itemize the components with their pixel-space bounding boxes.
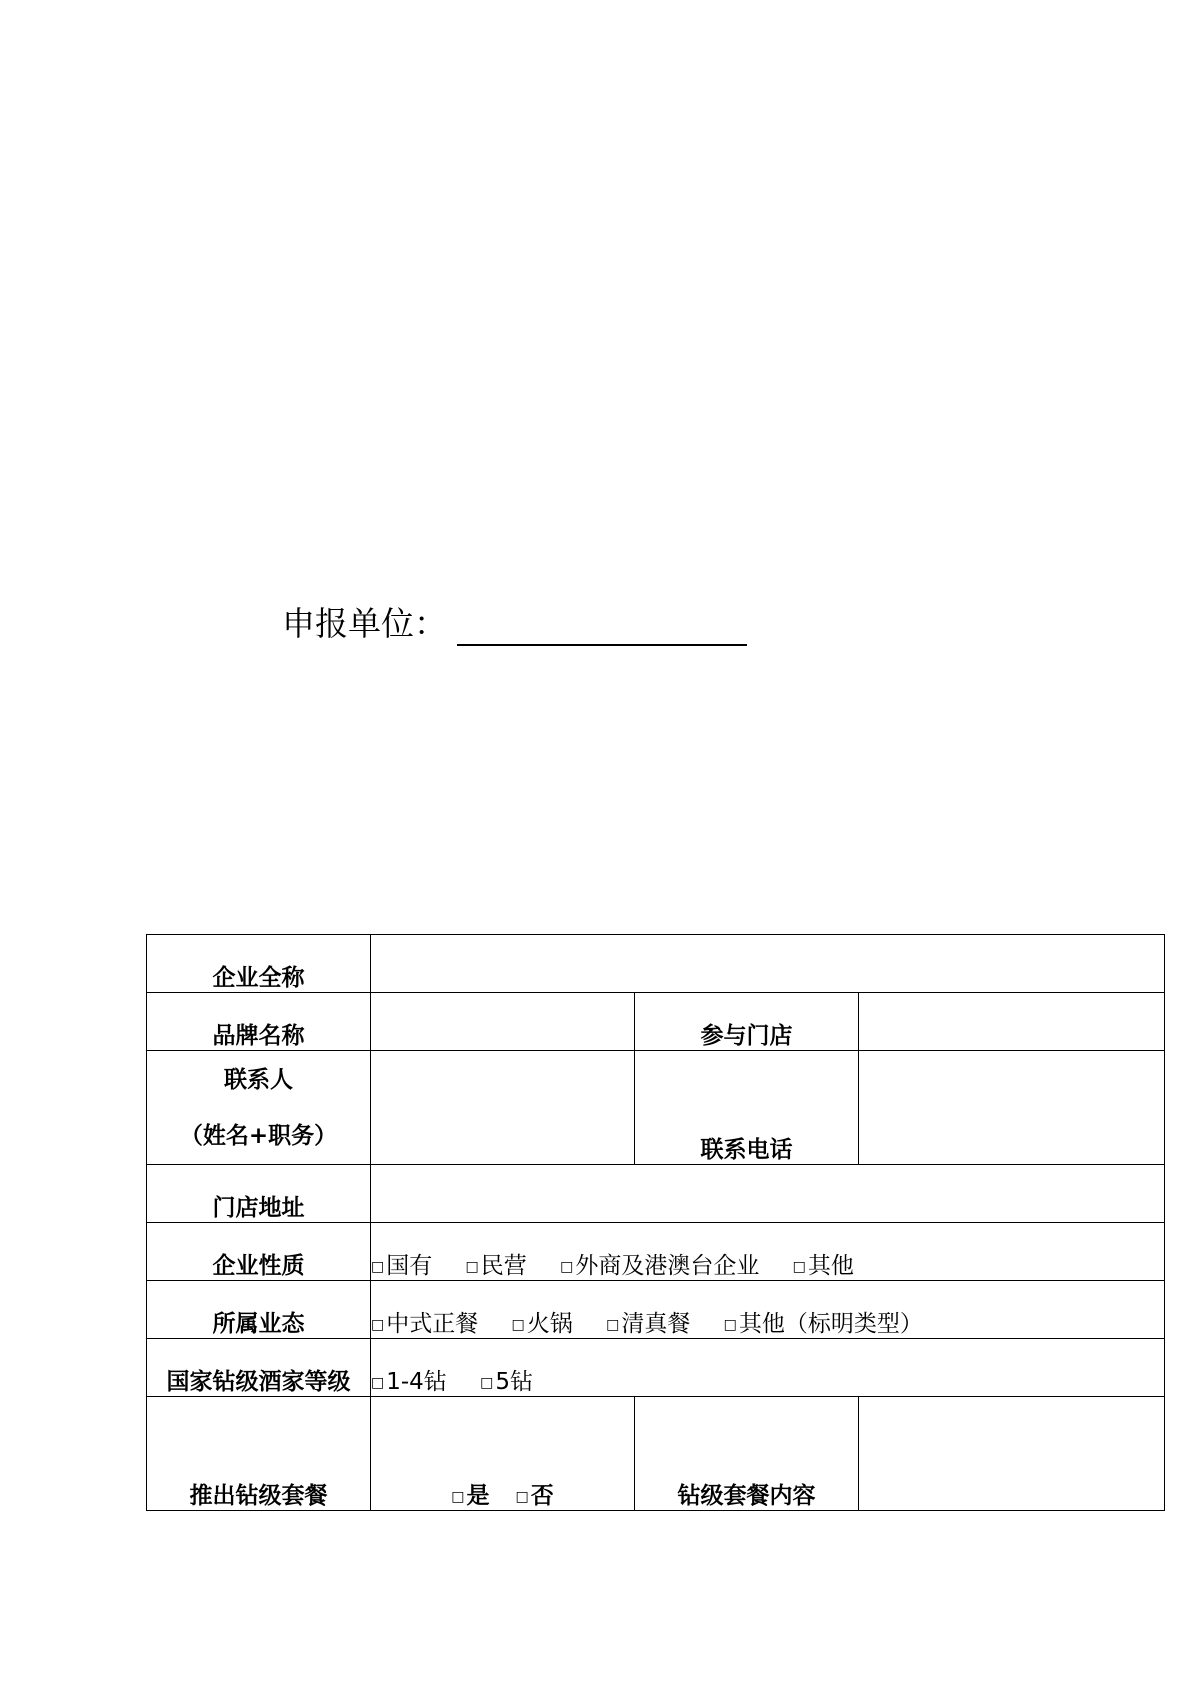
option-private[interactable]: □民营 [465, 1253, 527, 1279]
row-store-address [147, 1165, 1165, 1223]
checkbox-icon[interactable]: □ [371, 1259, 385, 1275]
options-company-nature [371, 1223, 1165, 1281]
option-hotpot[interactable]: □火锅 [511, 1311, 573, 1337]
option-chinese-formal[interactable]: □中式正餐 [371, 1311, 479, 1337]
row-diamond-level [147, 1339, 1165, 1397]
option-no[interactable]: □否 [515, 1483, 554, 1509]
label-store-address: 门店地址 [147, 1165, 371, 1223]
row-business-type [147, 1281, 1165, 1339]
checkbox-icon[interactable]: □ [606, 1317, 620, 1333]
row-company-nature [147, 1223, 1165, 1281]
applicant-label: 申报单位： [282, 604, 447, 643]
applicant-input-line[interactable] [457, 600, 747, 646]
options-diamond-level [371, 1339, 1165, 1397]
option-5-diamond[interactable]: □5钻 [480, 1369, 533, 1395]
application-form-table [146, 934, 1165, 1511]
label-participating-stores: 参与门店 [635, 993, 859, 1051]
option-state-owned[interactable]: □国有 [371, 1253, 433, 1279]
label-brand-name: 品牌名称 [147, 993, 371, 1051]
options-business-type [371, 1281, 1165, 1339]
option-other-nature[interactable]: □其他 [792, 1253, 854, 1279]
option-other-type[interactable]: □其他（标明类型） [723, 1311, 923, 1337]
option-foreign[interactable]: □外商及港澳台企业 [560, 1253, 760, 1279]
label-diamond-meal-content: 钻级套餐内容 [635, 1397, 859, 1511]
option-1-4-diamond[interactable]: □1-4钻 [371, 1369, 447, 1395]
field-brand-name[interactable] [371, 993, 635, 1051]
field-company-name[interactable] [371, 935, 1165, 993]
option-halal[interactable]: □清真餐 [606, 1311, 691, 1337]
row-contact [147, 1051, 1165, 1165]
checkbox-icon[interactable]: □ [451, 1489, 465, 1505]
row-brand [147, 993, 1165, 1051]
field-diamond-meal-content[interactable] [859, 1397, 1165, 1511]
row-company-name [147, 935, 1165, 993]
label-diamond-meal: 推出钻级套餐 [147, 1397, 371, 1511]
field-contact-phone[interactable] [859, 1051, 1165, 1165]
option-yes[interactable]: □是 [451, 1483, 490, 1509]
field-contact[interactable] [371, 1051, 635, 1165]
label-contact [147, 1051, 371, 1165]
options-diamond-meal [371, 1397, 635, 1511]
label-contact-line2: （姓名+职务） [179, 1123, 338, 1149]
checkbox-icon[interactable]: □ [511, 1317, 525, 1333]
row-diamond-meal [147, 1397, 1165, 1511]
label-company-name: 企业全称 [147, 935, 371, 993]
checkbox-icon[interactable]: □ [480, 1375, 494, 1391]
field-participating-stores[interactable] [859, 993, 1165, 1051]
label-contact-phone: 联系电话 [635, 1051, 859, 1165]
label-diamond-level: 国家钻级酒家等级 [147, 1339, 371, 1397]
applicant-row [282, 600, 747, 646]
label-contact-line1: 联系人 [224, 1067, 293, 1093]
checkbox-icon[interactable]: □ [515, 1489, 529, 1505]
label-company-nature: 企业性质 [147, 1223, 371, 1281]
label-business-type: 所属业态 [147, 1281, 371, 1339]
checkbox-icon[interactable]: □ [560, 1259, 574, 1275]
checkbox-icon[interactable]: □ [723, 1317, 737, 1333]
checkbox-icon[interactable]: □ [465, 1259, 479, 1275]
field-store-address[interactable] [371, 1165, 1165, 1223]
checkbox-icon[interactable]: □ [371, 1317, 385, 1333]
checkbox-icon[interactable]: □ [792, 1259, 806, 1275]
checkbox-icon[interactable]: □ [371, 1375, 385, 1391]
